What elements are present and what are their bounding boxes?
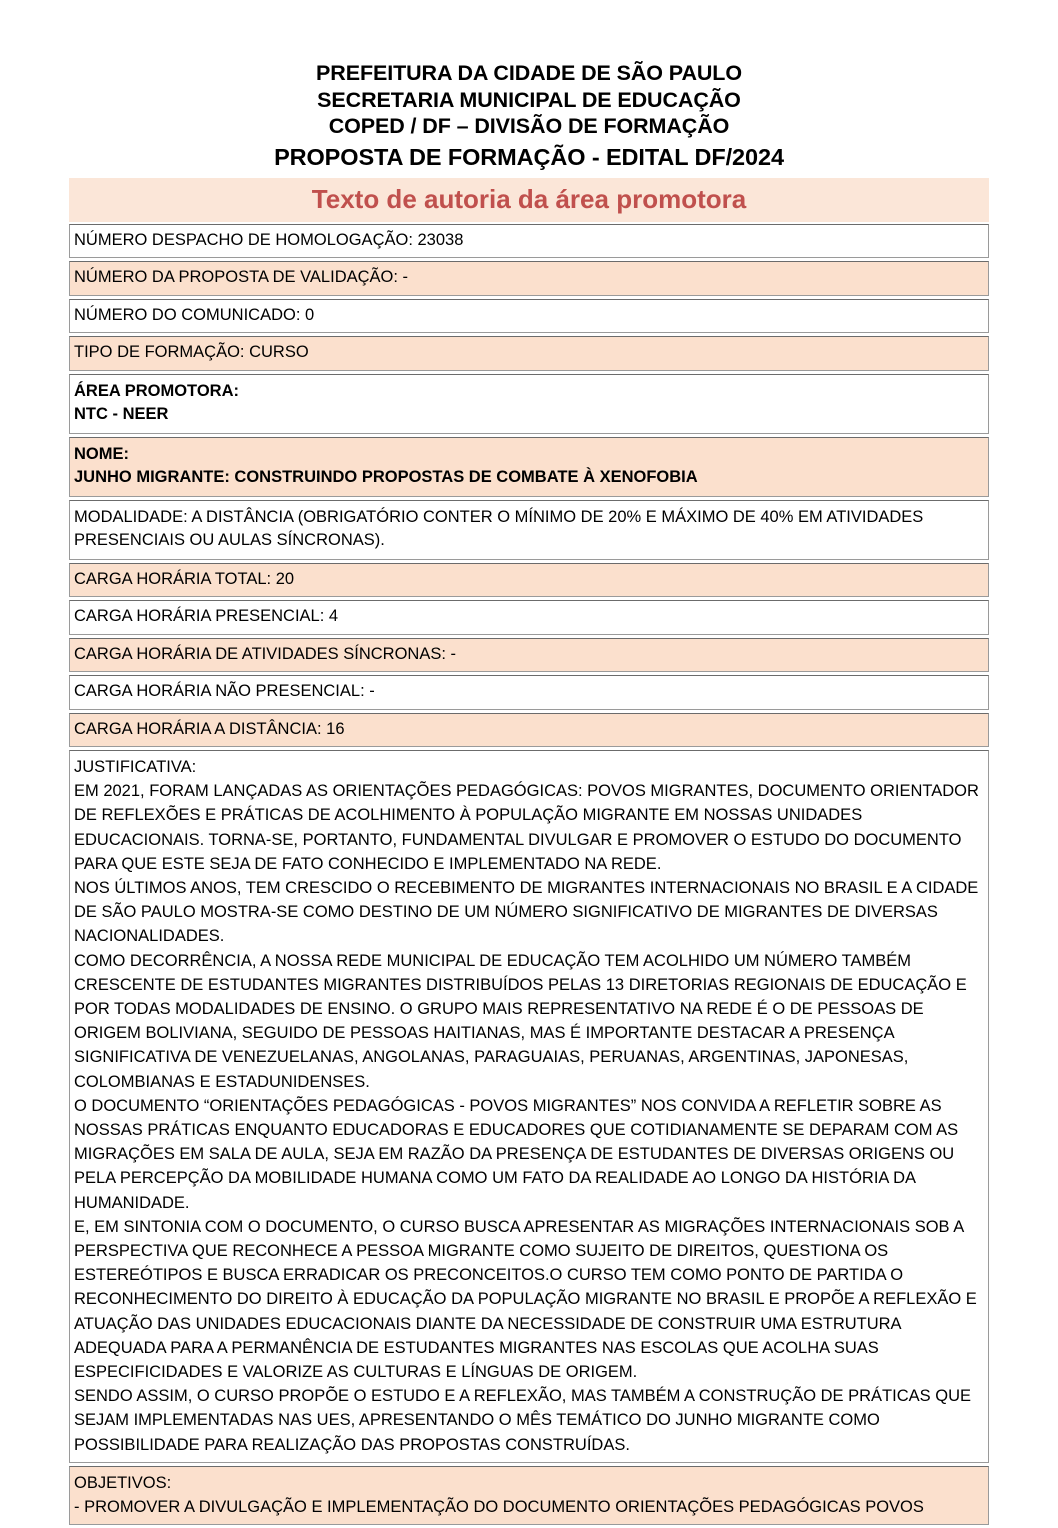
row-numero-comunicado	[69, 299, 989, 334]
row-objetivos	[69, 1466, 989, 1525]
row-area-promotora	[69, 374, 989, 434]
row-modalidade	[69, 500, 989, 560]
row-carga-horaria-presencial	[69, 600, 989, 635]
justificativa-paragraph: O DOCUMENTO “ORIENTAÇÕES PEDAGÓGICAS - POVOS MIGRANTES” NOS CONVIDA A REFLETIR SOBRE AS NOSSAS PRÁTICAS ENQUANTO EDUCADORAS E EDUCADORES QUE COTIDIANAMENTE SE DEPARAM COM AS MIGRAÇÕES EM SALA DE AULA, SEJA EM RAZÃO DA PRESENÇA DE ESTUDANTES DE DIVERSAS ORIGENS OU PELA PERCEPÇÃO DA MOBILIDADE HUMANA COMO UM FATO DA REALIDADE AO LONGO DA HISTÓRIA DA HUMANIDADE.	[74, 1096, 959, 1212]
row-numero-despacho-text: NÚMERO DESPACHO DE HOMOLOGAÇÃO: 23038	[74, 230, 464, 249]
header-line-secretaria: SECRETARIA MUNICIPAL DE EDUCAÇÃO	[317, 87, 741, 112]
row-tipo-formacao	[69, 336, 989, 371]
section-title-text: Texto de autoria da área promotora	[311, 183, 747, 214]
header-line-proposta: PROPOSTA DE FORMAÇÃO - EDITAL DF/2024	[274, 143, 784, 170]
row-modalidade-text: MODALIDADE: A DISTÂNCIA (OBRIGATÓRIO CONTER O MÍNIMO DE 20% E MÁXIMO DE 40% EM ATIVIDADES PRESENCIAIS OU AULAS SÍNCRONAS).	[74, 507, 924, 549]
justificativa-paragraph: EM 2021, FORAM LANÇADAS AS ORIENTAÇÕES PEDAGÓGICAS: POVOS MIGRANTES, DOCUMENTO ORIENTADOR DE REFLEXÕES E PRÁTICAS DE ACOLHIMENTO À POPULAÇÃO MIGRANTE EM NOSSAS UNIDADES EDUCACIONAIS. TORNA-SE, PORTANTO, FUNDAMENTAL DIVULGAR E PROMOVER O ESTUDO DO DOCUMENTO PARA QUE ESTE SEJA DE FATO CONHECIDO E IMPLEMENTADO NA REDE.	[74, 782, 979, 873]
row-nome-label: NOME:	[74, 444, 129, 463]
header-line-coped: COPED / DF – DIVISÃO DE FORMAÇÃO	[328, 114, 730, 138]
justificativa-label: JUSTIFICATIVA:	[74, 758, 197, 776]
row-area-promotora-value: NTC - NEER	[74, 405, 169, 423]
justificativa-paragraph: E, EM SINTONIA COM O DOCUMENTO, O CURSO BUSCA APRESENTAR AS MIGRAÇÕES INTERNACIONAIS SOB A PERSPECTIVA QUE RECONHECE A PESSOA MIGRANTE COMO SUJEITO DE DIREITOS, QUESTIONA OS ESTEREÓTIPOS E BUSCA ERRADICAR OS PRECONCEITOS.O CURSO TEM COMO PONTO DE PARTIDA O RECONHECIMENTO DO DIREITO À EDUCAÇÃO DA POPULAÇÃO MIGRANTE NO BRASIL E PROPÕE A REFLEXÃO E ATUAÇÃO DAS UNIDADES EDUCACIONAIS DIANTE DA NECESSIDADE DE CONSTRUIR UMA ESTRUTURA ADEQUADA PARA A PERMANÊNCIA DE ESTUDANTES MIGRANTES NAS ESCOLAS QUE ACOLHA SUAS ESPECIFICIDADES E VALORIZE AS CULTURAS E LÍNGUAS DE ORIGEM.	[74, 1217, 977, 1382]
row-carga-horaria-total	[69, 563, 989, 598]
row-numero-despacho	[69, 224, 989, 259]
justificativa-paragraph: SENDO ASSIM, O CURSO PROPÕE O ESTUDO E A REFLEXÃO, MAS TAMBÉM A CONSTRUÇÃO DE PRÁTICAS QUE SEJAM IMPLEMENTADAS NAS UES, APRESENTANDO O MÊS TEMÁTICO DO JUNHO MIGRANTE COMO POSSIBILIDADE PARA REALIZAÇÃO DAS PROPOSTAS CONSTRUÍDAS.	[74, 1387, 971, 1454]
row-area-promotora-label: ÁREA PROMOTORA:	[74, 381, 239, 400]
row-numero-proposta-validacao	[69, 261, 989, 296]
header-line-prefeitura: PREFEITURA DA CIDADE DE SÃO PAULO	[316, 61, 742, 85]
row-nome-value: JUNHO MIGRANTE: CONSTRUINDO PROPOSTAS DE COMBATE À XENOFOBIA	[74, 468, 698, 486]
objetivos-item: - PROMOVER A DIVULGAÇÃO E IMPLEMENTAÇÃO DO DOCUMENTO ORIENTAÇÕES PEDAGÓGICAS POVOS	[74, 1498, 924, 1517]
row-carga-horaria-total-text: CARGA HORÁRIA TOTAL: 20	[74, 569, 295, 588]
justificativa-paragraph: NOS ÚLTIMOS ANOS, TEM CRESCIDO O RECEBIMENTO DE MIGRANTES INTERNACIONAIS NO BRASIL E A CIDADE DE SÃO PAULO MOSTRA-SE COMO DESTINO DE UM NÚMERO SIGNIFICATIVO DE MIGRANTES DE DIVERSAS NACIONALIDADES.	[74, 879, 979, 946]
row-carga-horaria-sincronas	[69, 638, 989, 673]
row-nome	[69, 437, 989, 497]
objetivos-label: OBJETIVOS:	[74, 1473, 172, 1492]
row-carga-horaria-nao-presencial	[69, 675, 989, 710]
row-tipo-formacao-text: TIPO DE FORMAÇÃO: CURSO	[74, 343, 309, 361]
row-carga-horaria-presencial-text: CARGA HORÁRIA PRESENCIAL: 4	[74, 607, 339, 625]
justificativa-paragraph: COMO DECORRÊNCIA, A NOSSA REDE MUNICIPAL DE EDUCAÇÃO TEM ACOLHIDO UM NÚMERO TAMBÉM CRESCENTE DE ESTUDANTES MIGRANTES DISTRIBUÍDOS PELAS 13 DIRETORIAS REGIONAIS DE EDUCAÇÃO E POR TODAS MODALIDADES DE ENSINO. O GRUPO MAIS REPRESENTATIVO NA REDE É O DE PESSOAS DE ORIGEM BOLIVIANA, SEGUIDO DE PESSOAS HAITIANAS, MAS É IMPORTANTE DESTACAR A PRESENÇA SIGNIFICATIVA DE VENEZUELANAS, ANGOLANAS, PARAGUAIAS, PERUANAS, ARGENTINAS, JAPONESAS, COLOMBIANAS E ESTADUNIDENSES.	[74, 951, 967, 1091]
row-numero-comunicado-text: NÚMERO DO COMUNICADO: 0	[74, 305, 315, 324]
row-carga-horaria-distancia-text: CARGA HORÁRIA A DISTÂNCIA: 16	[74, 719, 345, 738]
row-justificativa	[69, 750, 989, 1463]
row-carga-horaria-sincronas-text: CARGA HORÁRIA DE ATIVIDADES SÍNCRONAS: -	[74, 644, 457, 663]
section-title-band	[69, 178, 989, 222]
document-header	[0, 0, 1058, 172]
row-carga-horaria-distancia	[69, 713, 989, 748]
row-numero-proposta-validacao-text: NÚMERO DA PROPOSTA DE VALIDAÇÃO: -	[74, 268, 409, 286]
form-table	[69, 222, 989, 1526]
row-carga-horaria-nao-presencial-text: CARGA HORÁRIA NÃO PRESENCIAL: -	[74, 682, 375, 700]
